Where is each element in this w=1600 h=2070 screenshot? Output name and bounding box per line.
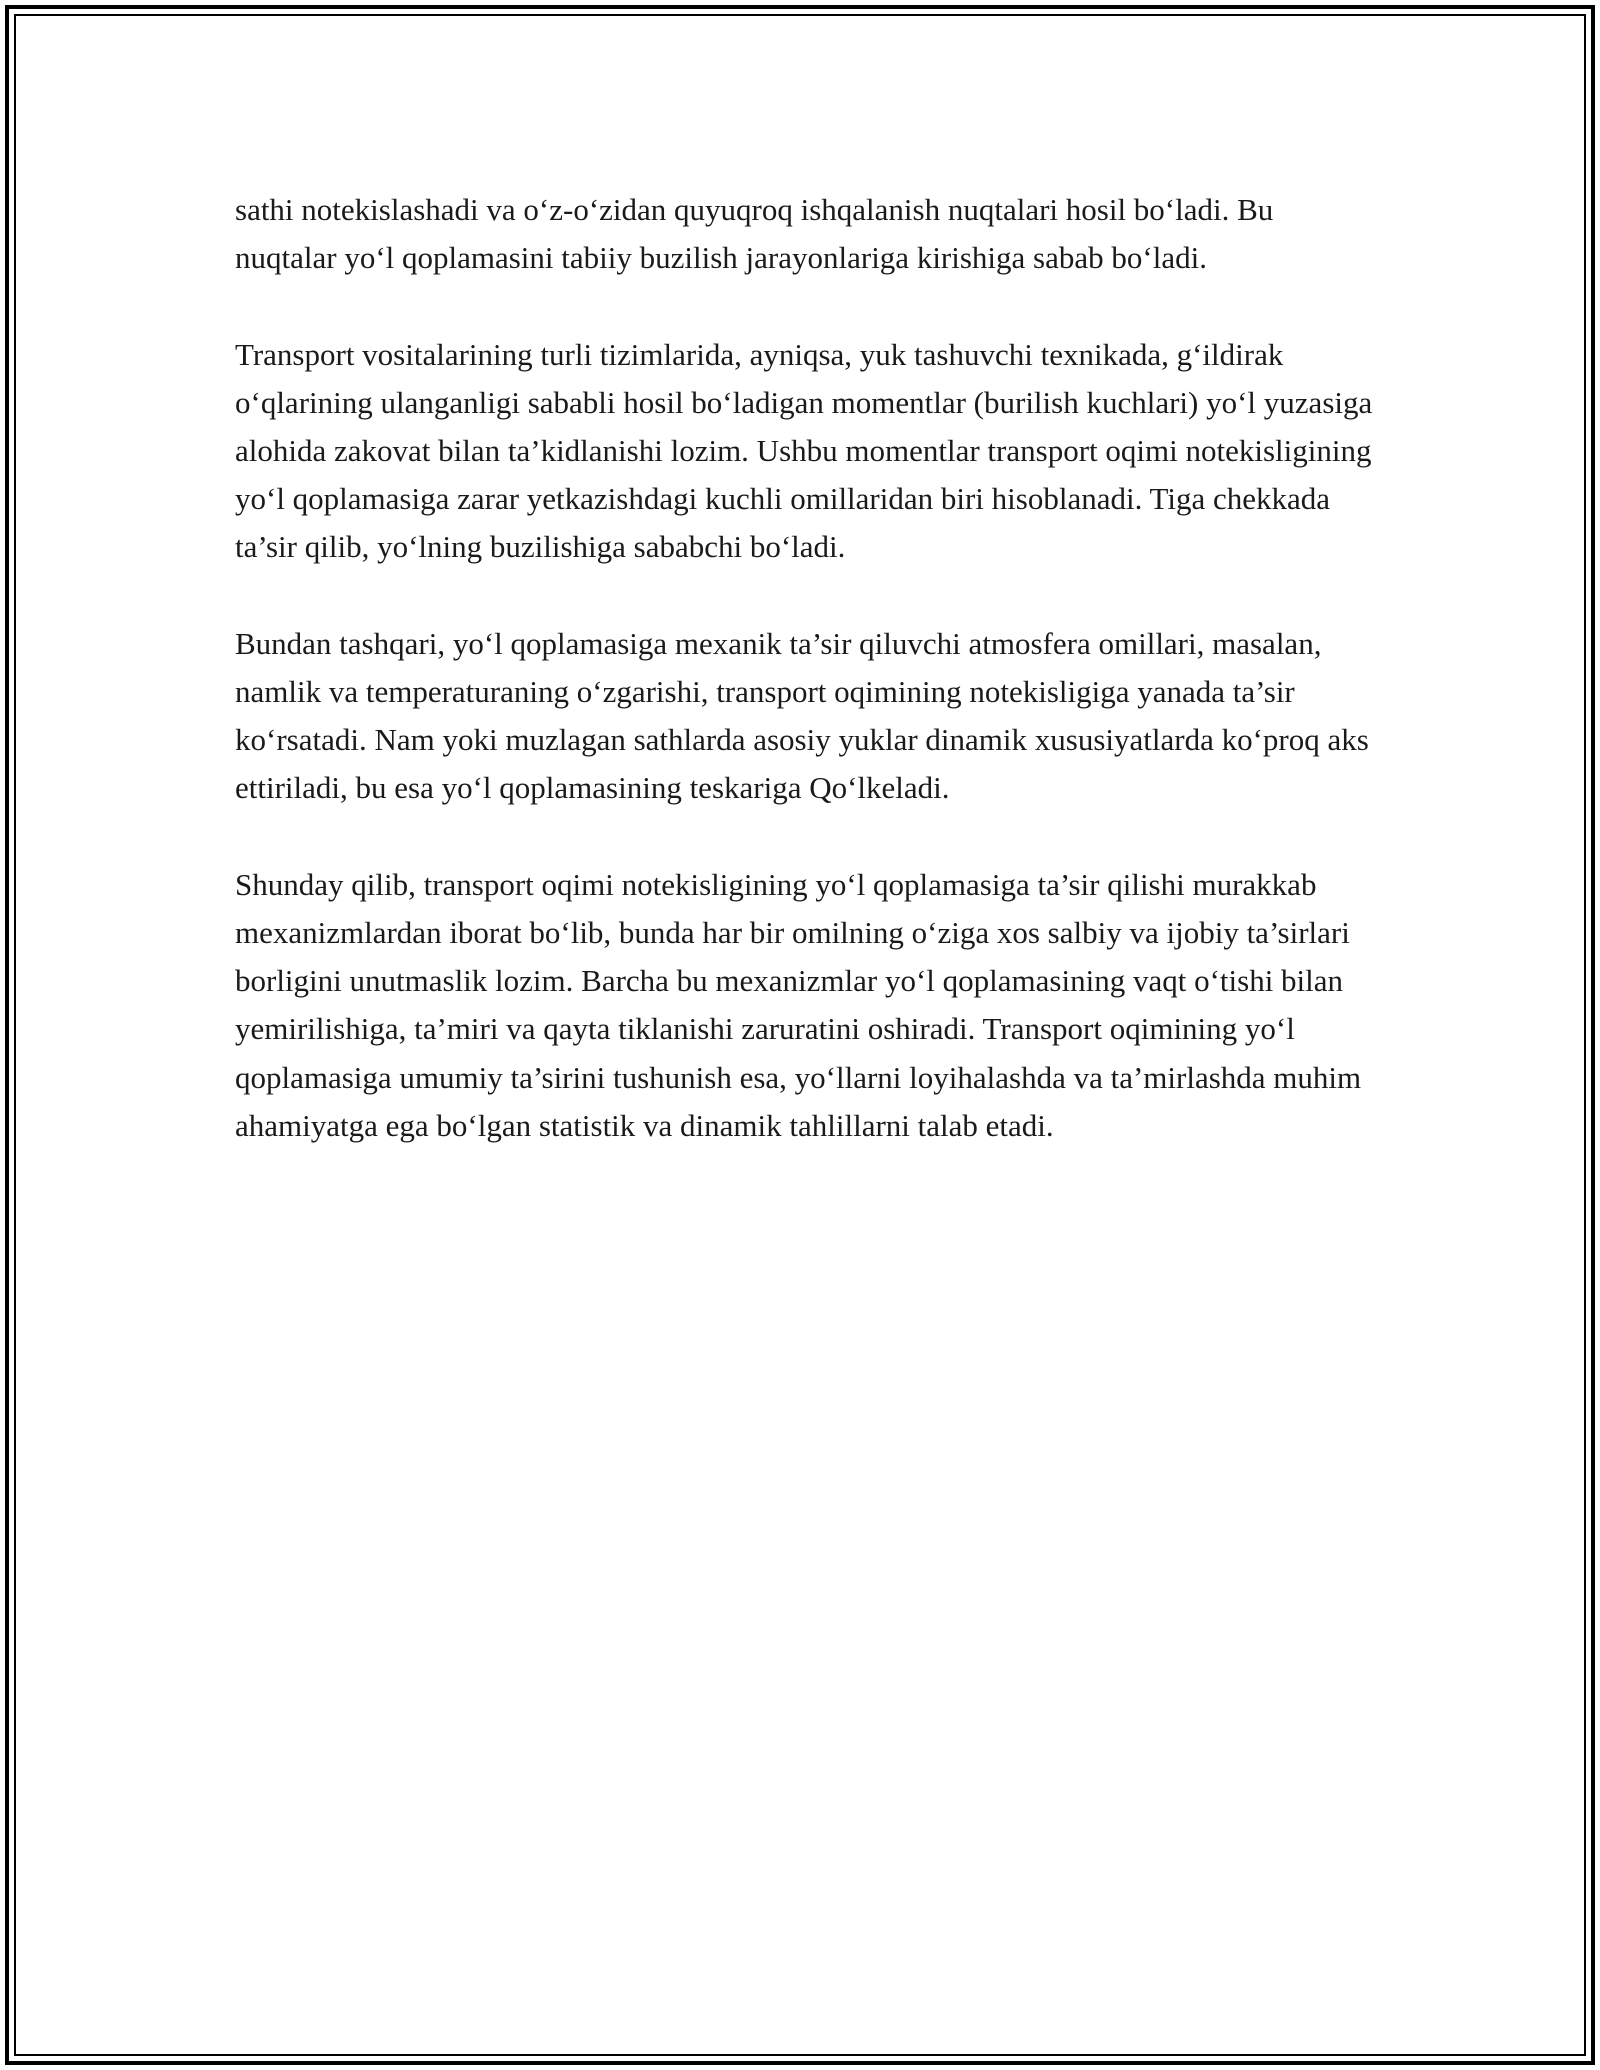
paragraph-1: sathi notekislashadi va o‘z-o‘zidan quyuqroq ishqalanish nuqtalari hosil bo‘ladi. Bu nuqtalar yo‘l qoplamasini tabiiy buzilish jarayonlariga kirishiga sabab bo‘ladi.: [235, 192, 1274, 276]
paragraph-3: Bundan tashqari, yo‘l qoplamasiga mexanik ta’sir qiluvchi atmosfera omillari, masalan, namlik va temperaturaning o‘zgarishi, transport oqimining notekisligiga yanada ta’sir ko‘rsatadi. Nam yoki muzlagan sathlarda asosiy yuklar dinamik xususiyatlarda ko‘proq aks ettiriladi, bu esa yo‘l qoplamasining teskariga Qo‘lkeladi.: [235, 625, 1369, 806]
paragraph-2: Transport vositalarining turli tizimlarida, ayniqsa, yuk tashuvchi texnikada, g‘ildirak o‘qlarining ulanganligi sababli hosil bo‘ladigan momentlar (burilish kuchlari) yo‘l yuzasiga alohida zakovat bilan ta’kidlanishi lozim. Ushbu momentlar transport oqimi notekisligining yo‘l qoplamasiga zarar yetkazishdagi kuchli omillaridan biri hisoblanadi. Tiga chekkada ta’sir qilib, yo‘lning buzilishiga sababchi bo‘ladi.: [235, 336, 1373, 565]
paragraph-4: Shunday qilib, transport oqimi notekisligining yo‘l qoplamasiga ta’sir qilishi murakkab mexanizmlardan iborat bo‘lib, bunda har bir omilning o‘ziga xos salbiy va ijobiy ta’sirlari borligini unutmaslik lozim. Barcha bu mexanizmlar yo‘l qoplamasining vaqt o‘tishi bilan yemirilishiga, ta’miri va qayta tiklanishi zaruratini oshiradi. Transport oqimining yo‘l qoplamasiga umumiy ta’sirini tushunish esa, yo‘llarni loyihalashda va ta’mirlashda muhim ahamiyatga ega bo‘lgan statistik va dinamik tahlillarni talab etadi.: [235, 866, 1362, 1143]
document-body: [235, 186, 1375, 1198]
